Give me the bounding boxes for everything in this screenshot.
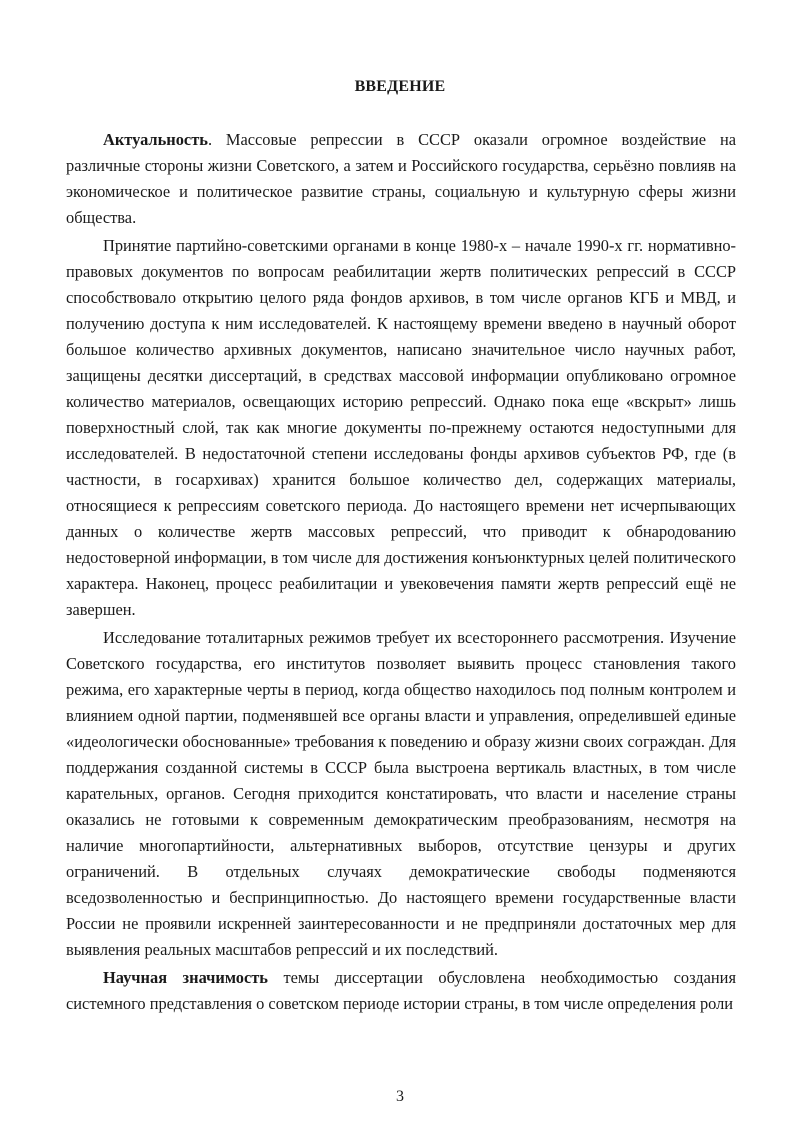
paragraph-text: темы диссертации обусловлена необходимостью создания системного представления о советском периоде истории страны, в том числе определения роли (66, 968, 736, 1013)
paragraph-text: . Массовые репрессии в СССР оказали огромное воздействие на различные стороны жизни Советского, а затем и Российского государства, серьёзно повлияв на экономическое и политическое развитие страны, социальную и культурную сферы жизни общества. (66, 130, 736, 227)
paragraph-scientific-significance (66, 965, 736, 1017)
paragraph-totalitarian-regimes (66, 625, 736, 963)
paragraph-lead: Научная значимость (103, 968, 268, 987)
paragraph-rehabilitation (66, 233, 736, 623)
paragraph-text: Принятие партийно-советскими органами в конце 1980-х – начале 1990-х гг. нормативно-правовых документов по вопросам реабилитации жертв политических репрессий в СССР способствовало открытию целого ряда фондов архивов, в том числе органов КГБ и МВД, и получению доступа к ним исследователей. К настоящему времени введено в научный оборот большое количество архивных документов, написано значительное число научных работ, защищены десятки диссертаций, в средствах массовой информации опубликовано огромное количество материалов, освещающих историю репрессий. Однако пока еще «вскрыт» лишь поверхностный слой, так как многие документы по-прежнему остаются недоступными для исследователей. В недостаточной степени исследованы фонды архивов субъектов РФ, где (в частности, в госархивах) хранится большое количество дел, содержащих материалы, относящиеся к репрессиям советского периода. До настоящего времени нет исчерпывающих данных о количестве жертв массовых репрессий, что приводит к обнародованию недостоверной информации, в том числе для достижения конъюнктурных целей политического характера. Наконец, процесс реабилитации и увековечения памяти жертв репрессий ещё не завершен. (66, 236, 736, 619)
section-title: ВВЕДЕНИЕ (354, 78, 446, 95)
page-number: 3 (396, 1088, 404, 1105)
paragraph-lead: Актуальность (103, 130, 208, 149)
paragraph-relevance (66, 127, 736, 231)
paragraph-text: Исследование тоталитарных режимов требует их всестороннего рассмотрения. Изучение Советского государства, его институтов позволяет выявить процесс становления такого режима, его характерные черты в период, когда общество находилось под полным контролем и влиянием одной партии, подменявшей все органы власти и управления, определившей единые «идеологически обоснованные» требования к поведению и образу жизни своих сограждан. Для поддержания созданной системы в СССР была выстроена вертикаль властных, в том числе карательных, органов. Сегодня приходится констатировать, что власти и население страны оказались не готовыми к современным демократическим преобразованиям, несмотря на наличие многопартийности, альтернативных выборов, отсутствие цензуры и других ограничений. В отдельных случаях демократические свободы подменяются вседозволенностью и беспринципностью. До настоящего времени государственные власти России не проявили искренней заинтересованности и не предприняли достаточных мер для выявления реальных масштабов репрессий и их последствий. (66, 628, 736, 959)
body-text (66, 127, 736, 1017)
